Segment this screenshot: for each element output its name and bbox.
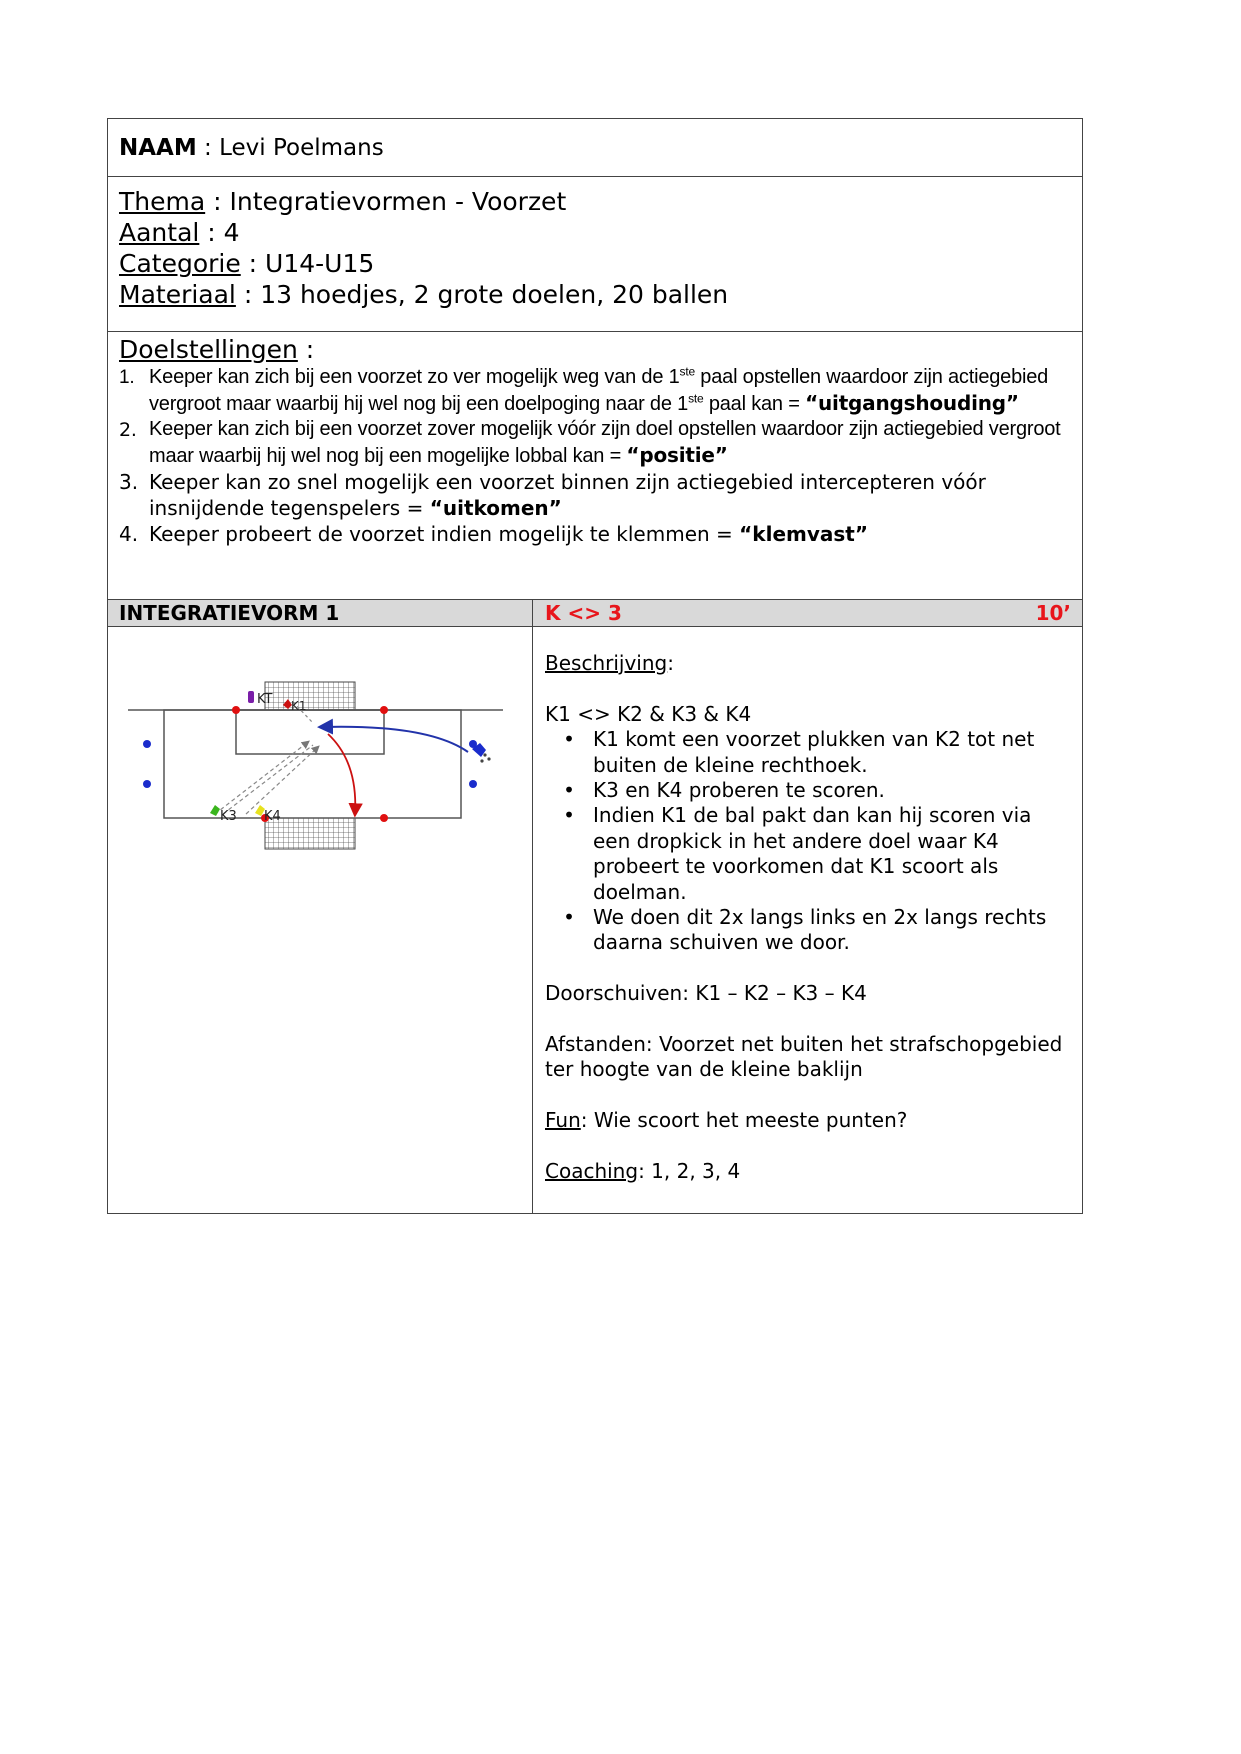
label-kt: KT [257, 692, 273, 707]
objectives-heading-label: Doelstellingen [119, 335, 298, 364]
exercise-header [108, 600, 1082, 627]
objective-number: 1. [119, 367, 135, 388]
name-value: : Levi Poelmans [196, 134, 384, 161]
superscript: ste [688, 391, 704, 406]
instruction-text: We doen dit 2x langs links en 2x langs rechts daarna schuiven we door. [593, 905, 1047, 955]
instruction-list [545, 727, 1070, 956]
red-cone [380, 706, 388, 714]
instruction-item: • K3 en K4 proberen te scoren. [563, 778, 885, 803]
blue-cone [143, 780, 151, 788]
material-label: Materiaal [119, 280, 236, 309]
training-sheet [107, 118, 1083, 1214]
count-label: Aantal [119, 218, 200, 247]
category-value: : U14-U15 [240, 249, 375, 278]
objective-text-part: Keeper kan zich bij een voorzet zo ver mogelijk weg van de 1 [149, 366, 680, 388]
exercise-format: K <> 3 [545, 601, 622, 625]
player-k4 [255, 805, 281, 824]
objectives-list [119, 365, 1071, 547]
description-label: Beschrijving [545, 651, 668, 675]
label-k3: K3 [220, 809, 237, 824]
label-k1: K1 [291, 699, 307, 713]
category-line [119, 248, 1071, 279]
player-kt [248, 691, 273, 707]
instruction-text: K3 en K4 proberen te scoren. [593, 778, 885, 803]
red-cone [232, 706, 240, 714]
objective-keyword: “uitgangshouding” [805, 391, 1019, 415]
field-diagram [108, 627, 532, 1213]
material-value: : 13 hoedjes, 2 grote doelen, 20 ballen [235, 280, 729, 309]
distances-line: Afstanden: Voorzet net buiten het strafschopgebied ter hoogte van de kleine baklijn [545, 1032, 1063, 1082]
top-goal [265, 682, 355, 710]
shot-path [223, 745, 313, 814]
exercise-title: INTEGRATIEVORM 1 [108, 600, 533, 626]
fun-text: : Wie scoort het meeste punten? [580, 1108, 908, 1133]
superscript: ste [679, 364, 695, 379]
fun-line [545, 1108, 1070, 1133]
name-label: NAAM [119, 134, 197, 161]
instruction-text: Indien K1 de bal pakt dan kan hij scoren via een dropkick in het andere doel waar K4 probeert te voorkomen dat K1 scoort als doelman. [593, 803, 1032, 904]
shot-path [246, 747, 318, 814]
rotation-line: Doorschuiven: K1 – K2 – K3 – K4 [545, 981, 867, 1006]
objective-text-part: paal opstellen waardoor zijn actiegebied vergroot maar waarbij hij wel nog bij een doelpoging naar de 1 [149, 366, 1049, 415]
material-line [119, 279, 1071, 310]
keeper-run-arrow [328, 734, 355, 814]
label-k4: K4 [264, 809, 281, 824]
diagram-cell [108, 627, 533, 1213]
player-k1 [283, 699, 307, 713]
exercise-body [108, 627, 1082, 1213]
objective-text [149, 521, 868, 547]
objective-number: 3. [119, 470, 139, 494]
objective-text [149, 365, 1071, 417]
name-row [108, 119, 1082, 177]
objective-item [119, 521, 1071, 547]
red-cone [380, 814, 388, 822]
objective-text-part: Keeper probeert de voorzet indien mogelijk te klemmen = [149, 522, 740, 546]
count-value: : 4 [199, 218, 240, 247]
category-label: Categorie [119, 249, 241, 278]
instruction-item: • K1 komt een voorzet plukken van K2 tot net buiten de kleine rechthoek. [545, 727, 1070, 778]
objective-text-part: paal kan = [703, 393, 806, 415]
objective-text [149, 469, 1071, 521]
objectives-block [108, 332, 1082, 600]
coaching-line [545, 1159, 1070, 1184]
exercise-meta [533, 600, 1082, 626]
coaching-label: Coaching [545, 1159, 639, 1184]
instruction-text: K1 komt een voorzet plukken van K2 tot net buiten de kleine rechthoek. [593, 727, 1035, 777]
objectives-heading [119, 334, 1071, 365]
coaching-text: : 1, 2, 3, 4 [638, 1159, 741, 1184]
theme-label: Thema [119, 187, 206, 216]
description-heading [545, 651, 1070, 676]
description-suffix: : [667, 651, 674, 675]
objectives-heading-suffix: : [297, 335, 315, 364]
instruction-item: • We doen dit 2x langs links en 2x langs rechts daarna schuiven we door. [545, 905, 1070, 956]
objective-item [119, 365, 1071, 417]
objective-keyword: “uitkomen” [429, 496, 562, 520]
objective-number: 4. [119, 522, 139, 546]
objective-item [119, 469, 1071, 521]
cross-pass-arrow [321, 727, 468, 752]
theme-line [119, 186, 1071, 217]
fun-label: Fun [545, 1108, 581, 1133]
info-block [108, 177, 1082, 332]
blue-cone [469, 780, 477, 788]
field-rectangle [164, 710, 461, 818]
objective-number: 2. [119, 419, 137, 441]
objective-text [149, 417, 1071, 469]
objective-item [119, 417, 1071, 469]
exercise-duration: 10’ [1035, 601, 1071, 625]
theme-value: : Integratievormen - Voorzet [205, 187, 567, 216]
exercise-description [533, 627, 1082, 1213]
objective-text-part: Keeper kan zich bij een voorzet zover mogelijk vóór zijn doel opstellen waardoor zijn actiegebied vergroot maar waarbij hij wel nog bij een mogelijke lobbal kan = [149, 418, 1061, 467]
objective-keyword: “klemvast” [739, 522, 869, 546]
small-box [236, 710, 384, 754]
setup-line: K1 <> K2 & K3 & K4 [545, 701, 752, 726]
count-line [119, 217, 1071, 248]
blue-cone [143, 740, 151, 748]
objective-text-part: Keeper kan zo snel mogelijk een voorzet binnen zijn actiegebied intercepteren vóór insnijdende tegenspelers = [149, 470, 986, 520]
objective-keyword: “positie” [626, 443, 728, 467]
shot-path [215, 742, 308, 814]
instruction-item: • Indien K1 de bal pakt dan kan hij scoren via een dropkick in het andere doel waar K4 probeert te voorkomen dat K1 scoort als doelman. [545, 803, 1070, 905]
